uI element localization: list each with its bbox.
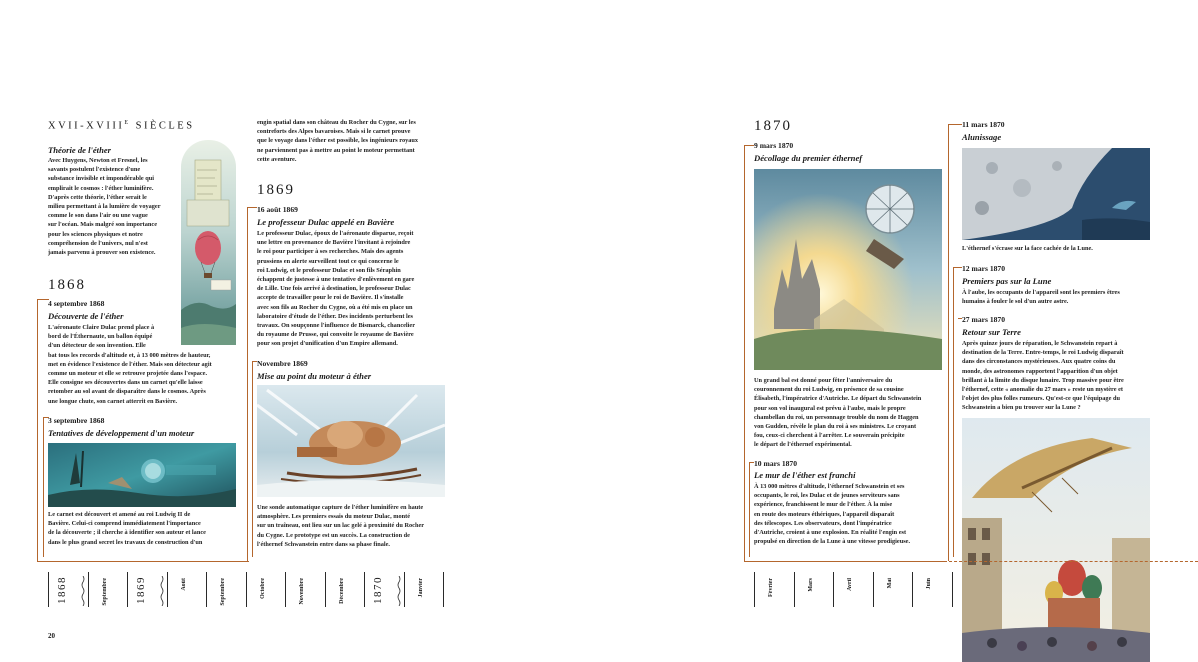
text-line: sur un traîneau, ont lieu sur un lac gelé à proximité du Rocher xyxy=(257,522,425,530)
axis-tick xyxy=(443,572,444,607)
event-date-1869-08-16: 16 août 1869 xyxy=(257,205,298,214)
timeline-rule-1870-mar9-vertical xyxy=(744,145,745,561)
axis-tick xyxy=(246,572,247,607)
text-line: sur l'océan. Mais malgré son importance xyxy=(48,221,158,229)
text-line: bord de l'Éthernaute, un ballon équipé xyxy=(48,333,153,341)
text-line: de Lille. Une fois arrivé à destination, le professeur Dulac xyxy=(257,285,411,293)
timeline-rule-1870-mar11-vertical xyxy=(948,124,949,561)
axis-tick xyxy=(364,572,365,607)
text-line: milieu permettant à la lumière de voyager xyxy=(48,203,161,211)
timeline-rule-1869 xyxy=(247,207,257,208)
text-line: D'après cette théorie, l'éther serait le xyxy=(48,193,147,201)
text-line: engin spatial dans son château du Rocher du Cygne, sur les xyxy=(257,119,416,126)
axis-year-label: 1869 xyxy=(135,576,147,604)
axis-tick xyxy=(912,572,913,607)
axis-break-mark xyxy=(81,576,85,606)
text-line: cette aventure. xyxy=(257,155,297,163)
text-line: d'Autriche, croient à une explosion. En réalité l'engin est xyxy=(754,529,907,537)
event-heading-moon-landing: Alunissage xyxy=(962,132,1002,142)
text-line: de la découverte ; il cherche à identifier son auteur et lance xyxy=(48,529,206,537)
text-line: von Gudden, révèle le plan du roi à ses ministres. Le croyant xyxy=(754,423,917,431)
era-title-text: XVII-XVIII xyxy=(48,120,125,132)
text-line: l'éthernef Schwanstein entre dans sa phase finale. xyxy=(257,540,390,548)
axis-tick xyxy=(325,572,326,607)
text-line: pour son vol inaugural est prévu à l'aube, mais le propre xyxy=(754,404,906,412)
text-line: dans le plus grand secret les travaux de construction d'un xyxy=(48,538,203,546)
text-line: expérience, franchissent le mur de l'éther. À la mise xyxy=(754,501,893,509)
text-line: laboratoire d'étude de l'éther. Des incidents perturbent les xyxy=(257,312,414,320)
text-line: échappent de justesse à une tentative d'enlèvement en gare xyxy=(257,276,415,284)
timeline-rule-left-bottom xyxy=(37,561,249,562)
axis-month-label: Décembre xyxy=(338,578,345,604)
event-text-ether-discovery xyxy=(48,323,238,406)
text-line: l'éthernef, cette « anomalie du 27 mars » reste un mystère et xyxy=(962,386,1123,394)
axis-tick xyxy=(88,572,89,607)
axis-month-label: Septembre xyxy=(220,578,226,606)
event-date-1870-03-09: 9 mars 1870 xyxy=(754,141,794,150)
text-line: humains à fouler le sol d'un autre astre. xyxy=(962,298,1069,306)
text-line: pour son projet d'unification d'un Empire allemand. xyxy=(257,340,398,348)
text-line: bat tous les records d'altitude et, à 13 000 mètres de hauteur, xyxy=(48,351,211,359)
event-text-first-takeoff xyxy=(754,376,944,450)
axis-month-label: Février xyxy=(768,578,774,597)
moon-landing-caption: L'éthernef s'écrase sur la face cachée de la Lune. xyxy=(962,245,1093,252)
text-line: comme le son dans l'air ou une vague xyxy=(48,212,148,220)
axis-tick xyxy=(833,572,834,607)
event-heading-first-steps: Premiers pas sur la Lune xyxy=(962,276,1052,286)
text-line: Un grand bal est donné pour fêter l'anniversaire du xyxy=(754,377,893,384)
year-1870-heading: 1870 xyxy=(754,118,792,134)
text-line: que le voyage dans l'éther est possible, les ingénieurs royaux xyxy=(257,137,419,145)
text-line: chambellan du roi, un personnage trouble du nom de Haggen xyxy=(754,413,919,421)
axis-tick xyxy=(48,572,49,607)
text-line: compréhension de l'univers, nul n'est xyxy=(48,239,148,247)
axis-tick xyxy=(206,572,207,607)
text-line: À l'aube, les occupants de l'appareil sont les premiers êtres xyxy=(962,289,1120,296)
axis-tick xyxy=(952,572,953,607)
axis-year-label: 1868 xyxy=(56,576,68,604)
text-line: monde, des astronomes rapportent l'apparition d'un objet xyxy=(962,367,1118,375)
text-line: ne parviennent pas à mettre au point le moteur permettant xyxy=(257,146,415,154)
text-line: en route des moteurs éthériques, l'appareil disparaît xyxy=(754,510,895,518)
text-line: des télescopes. Les observateurs, dont l'impératrice xyxy=(754,519,892,527)
text-line: L'aéronaute Claire Dulac prend place à xyxy=(48,324,155,331)
text-line: prussiens en alerte surveillent tout ce qui concerne le xyxy=(257,257,399,265)
theory-text xyxy=(48,156,178,257)
axis-tick xyxy=(127,572,128,607)
event-heading-dulac-called: Le professeur Dulac appelé en Bavière xyxy=(257,217,395,227)
timeline-rule-1870-mar9 xyxy=(744,145,754,146)
text-line: le départ de l'éthernef expérimental. xyxy=(754,441,852,449)
axis-month-label: Avril xyxy=(847,578,853,591)
text-line: Elle consigne ses découvertes dans un carnet qu'elle laisse xyxy=(48,379,203,387)
text-line: avec son fils au Rocher du Cygne, où a été mis en place un xyxy=(257,303,413,311)
axis-month-label: Juin xyxy=(926,578,932,590)
event-date-1870-03-11: 11 mars 1870 xyxy=(962,120,1005,129)
text-line: l'objet des plus folles rumeurs. Qu'est-ce que l'équipage du xyxy=(962,395,1120,403)
text-line: pour les sciences physiques et notre xyxy=(48,230,143,238)
timeline-rule-1868-sep-vertical xyxy=(43,417,44,557)
return-earth-illustration xyxy=(962,418,1150,662)
takeoff-illustration xyxy=(754,169,942,370)
timeline-rule-1868-vertical xyxy=(37,299,38,561)
text-line: le roi pour participer à ses recherches. Mais des agents xyxy=(257,248,404,256)
text-line: retomber au sol avant de disparaître dans le cosmos. Après xyxy=(48,388,206,396)
axis-break-mark xyxy=(160,576,164,606)
engine-sled-illustration xyxy=(257,385,445,497)
text-line: brillant à la limite du disque lunaire. Trop massive pour être xyxy=(962,376,1124,384)
text-line: propulsé en direction de la Lune à une vitesse prodigieuse. xyxy=(754,538,911,546)
text-line: À 13 000 mètres d'altitude, l'éthernef Schwanstein et ses xyxy=(754,483,905,490)
text-line: Bavière. Celui-ci comprend immédiatement l'importance xyxy=(48,520,201,528)
text-line: fou, ceux-ci cherchent à l'arrêter. Le souverain précipite xyxy=(754,432,905,440)
moon-landing-illustration xyxy=(962,148,1150,240)
text-line: d'un détecteur de son invention. Elle xyxy=(48,342,146,350)
axis-tick xyxy=(794,572,795,607)
era-superscript: E xyxy=(124,120,131,126)
text-line: roi Ludwig, et le professeur Dulac et son fils Séraphin xyxy=(257,266,401,274)
text-line: une lettre en provenance de Bavière l'invitant à rejoindre xyxy=(257,239,411,247)
event-heading-ether-discovery: Découverte de l'éther xyxy=(48,311,124,321)
event-date-1870-03-27: 27 mars 1870 xyxy=(962,315,1006,324)
text-line: jamais parvenu à prouver son existence. xyxy=(48,249,156,257)
axis-tick xyxy=(873,572,874,607)
text-line: substance invisible et impondérable qui xyxy=(48,175,155,183)
axis-tick xyxy=(167,572,168,607)
axis-break-mark xyxy=(397,576,401,606)
text-line: dans des circonstances mystérieuses. Aux quatre coins du xyxy=(962,358,1116,366)
event-text-dulac-called xyxy=(257,229,449,349)
axis-tick xyxy=(404,572,405,607)
axis-month-label: Août xyxy=(180,578,187,591)
text-line: du royaume de Prusse, qui convoite le royaume de Bavière xyxy=(257,331,414,339)
continued-text xyxy=(257,118,447,164)
event-heading-engine-development: Tentatives de développement d'un moteur xyxy=(48,428,195,438)
era-title xyxy=(48,120,195,132)
text-line: savants postulent l'existence d'une xyxy=(48,166,141,174)
axis-month-label: Novembre xyxy=(299,578,305,605)
axis-year-label: 1870 xyxy=(372,576,384,604)
timeline-rule-1869-vertical xyxy=(247,207,248,561)
text-line: Le professeur Dulac, époux de l'aéronaute disparue, reçoit xyxy=(257,230,414,237)
event-heading-engine-finalized: Mise au point du moteur à éther xyxy=(257,371,372,381)
axis-month-label: Septembre xyxy=(101,578,108,606)
axis-month-label: Octobre xyxy=(259,578,266,599)
text-line: contreforts des Alpes bavaroises. Mais si le carnet prouve xyxy=(257,128,411,136)
event-date-1868-09-04: 4 septembre 1868 xyxy=(48,299,105,308)
event-heading-first-takeoff: Décollage du premier éthernef xyxy=(754,153,863,163)
event-date-1868-09-03: 3 septembre 1868 xyxy=(48,416,105,425)
event-text-first-steps xyxy=(962,288,1152,306)
event-text-ether-wall xyxy=(754,482,944,546)
page-number: 20 xyxy=(48,632,55,640)
timeline-rule-1870-mar12 xyxy=(953,267,962,268)
event-text-return-earth xyxy=(962,339,1152,413)
event-text-engine-finalized xyxy=(257,503,449,549)
text-line: du Cygne. Le prototype est un succès. La construction de xyxy=(257,531,410,539)
theory-heading: Théorie de l'éther xyxy=(48,145,112,155)
timeline-rule-right-bottom xyxy=(744,561,944,562)
text-line: destination de la Terre. Entre-temps, le roi Ludwig disparaît xyxy=(962,349,1124,357)
year-1868-heading: 1868 xyxy=(48,277,86,293)
timeline-rule-1870-mar10-vertical xyxy=(749,462,750,557)
text-line: une longue chute, son carnet atterrit en Bavière. xyxy=(48,397,178,405)
timeline-rule-1870-mar11 xyxy=(948,124,962,125)
text-line: atmosphère. Les premiers essais du moteur Dulac, monté xyxy=(257,513,411,521)
text-line: Schwanstein a bien pu trouver sur la Lune ? xyxy=(962,404,1081,412)
underwater-illustration xyxy=(48,443,236,507)
text-line: met en évidence l'existence de l'éther. Mais son détecteur agit xyxy=(48,360,212,368)
axis-month-label: Mai xyxy=(886,578,893,589)
axis-tick xyxy=(754,572,755,607)
text-line: comme un moteur et elle se retrouve projetée dans l'espace. xyxy=(48,370,208,378)
timeline-rule-1869-nov-vertical xyxy=(252,361,253,557)
axis-month-label: Janvier xyxy=(417,578,424,598)
event-date-1869-11: Novembre 1869 xyxy=(257,359,308,368)
text-line: occupants, le roi, les Dulac et de jeunes serviteurs sans xyxy=(754,492,900,500)
text-line: emplirait le cosmos : l'éther luminifère. xyxy=(48,184,154,192)
year-1869-heading: 1869 xyxy=(257,182,295,198)
event-heading-return-earth: Retour sur Terre xyxy=(962,327,1021,337)
text-line: couronnement du roi Ludwig, en présence de sa cousine xyxy=(754,386,904,394)
event-date-1870-03-10: 10 mars 1870 xyxy=(754,459,798,468)
text-line: travaux. On soupçonne l'influence de Bismarck, chancelier xyxy=(257,322,416,330)
text-line: accepte de travailler pour le roi de Bavière. Il s'installe xyxy=(257,294,404,302)
timeline-dashed-line xyxy=(944,561,1198,562)
text-line: Avec Huygens, Newton et Fresnel, les xyxy=(48,157,148,164)
axis-tick xyxy=(285,572,286,607)
timeline-rule-1870-mar12-vertical xyxy=(953,267,954,557)
event-heading-ether-wall: Le mur de l'éther est franchi xyxy=(754,470,856,480)
text-line: Après quinze jours de réparation, le Schwanstein repart à xyxy=(962,340,1118,347)
axis-month-label: Mars xyxy=(807,578,814,592)
event-text-engine-development xyxy=(48,510,240,547)
balloon-illustration xyxy=(181,140,236,345)
text-line: Le carnet est découvert et amené au roi Ludwig II de xyxy=(48,511,191,518)
text-line: Une sonde automatique capture de l'éther luminifère en haute xyxy=(257,504,424,511)
text-line: Élisabeth, l'impératrice d'Autriche. Le départ du Schwanstein xyxy=(754,395,922,403)
event-date-1870-03-12: 12 mars 1870 xyxy=(962,264,1006,273)
era-suffix: SIÈCLES xyxy=(135,120,195,132)
